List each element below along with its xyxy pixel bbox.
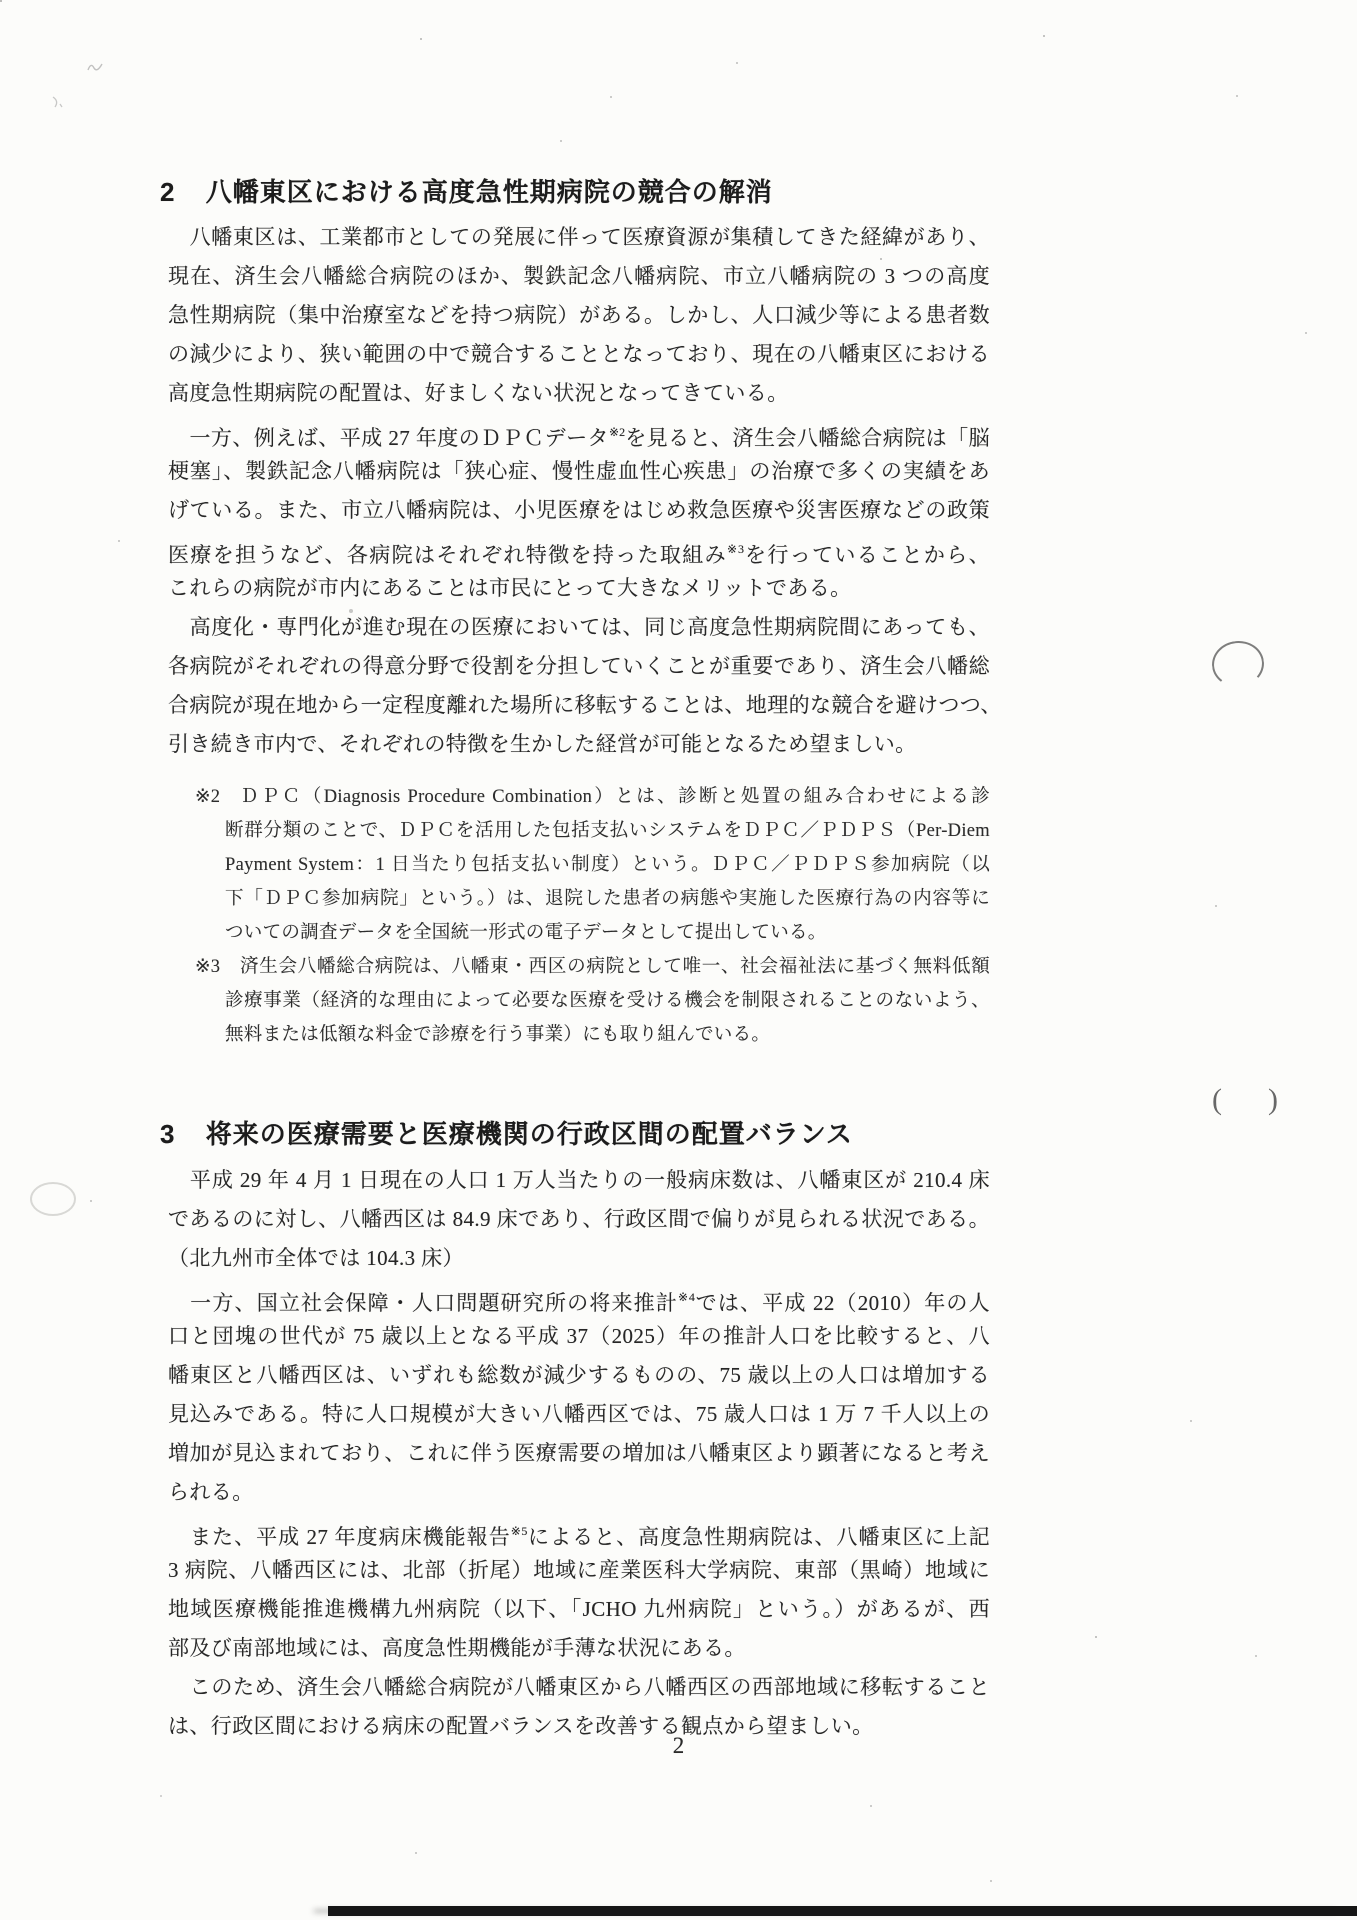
section-heading (160, 1114, 990, 1154)
footnote-ref: ※2 (609, 425, 626, 439)
text-line: 八幡東区は、工業都市としての発展に伴って医療資源が集積してきた経緯があり、 (168, 225, 990, 249)
text-line: 引き続き市内で、それぞれの特徴を生かした経営が可能となるため望ましい。 (168, 732, 917, 756)
text-line: また、平成 27 年度病床機能報告$^{※5}$によると、高度急性期病院は、八幡東区に上記 (168, 1524, 990, 1549)
paragraph (168, 218, 990, 413)
footnote-label: ※2 (195, 787, 221, 807)
text-line: 平成 29 年 4 月 1 日現在の人口 1 万人当たりの一般病床数は、八幡東区が 210.4 床 (168, 1168, 990, 1192)
section-number: 2 (160, 177, 176, 207)
paragraph (168, 1278, 990, 1512)
text-line: 3 病院、八幡西区には、北部（折尾）地域に産業医科大学病院、東部（黒崎）地域に (168, 1558, 990, 1582)
document-content (160, 172, 1002, 1746)
section-body (168, 1161, 990, 1746)
section-2 (160, 172, 1002, 1052)
text-line: 一方、国立社会保障・人口問題研究所の将来推計$^{※4}$では、平成 22（2010）年の人 (168, 1290, 990, 1315)
text-line: 急性期病院（集中治療室などを持つ病院）がある。しかし、人口減少等による患者数 (168, 303, 990, 327)
section-body (168, 218, 1002, 1052)
text-line: の減少により、狭い範囲の中で競合することとなっており、現在の八幡東区における (168, 342, 990, 366)
footnote-line: 無料または低額な料金で診療を行う事業）にも取り組んでいる。 (225, 1025, 771, 1045)
text-line: これらの病院が市内にあることは市民にとって大きなメリットである。 (168, 576, 852, 600)
footnote-ref: ※3 (727, 542, 745, 556)
text-line: 医療を担うなど、各病院はそれぞれ特徴を持った取組み$^{※3}$を行っていることから、 (168, 542, 990, 567)
text-line: は、行政区間における病床の配置バランスを改善する観点から望ましい。 (168, 1714, 874, 1738)
text-line: 地域医療機能推進機構九州病院（以下、「JCHO 九州病院」という。）があるが、西 (168, 1597, 990, 1621)
text-line: 幡東区と八幡西区は、いずれも総数が減少するものの、75 歳以上の人口は増加する (168, 1363, 990, 1387)
text-line: 高度化・専門化が進む現在の医療においては、同じ高度急性期病院間にあっても、 (168, 615, 990, 639)
footnote-line: Payment System：1 日当たり包括支払い制度）という。ＤＰＣ／ＰＤＰＳ参加病院（以 (225, 855, 990, 875)
footnote-line: 診療事業（経済的な理由によって必要な医療を受ける機会を制限されることのないよう、 (225, 991, 990, 1011)
text-line: 各病院がそれぞれの得意分野で役割を分担していくことが重要であり、済生会八幡総 (168, 654, 990, 678)
text-line: 現在、済生会八幡総合病院のほか、製鉄記念八幡病院、市立八幡病院の 3 つの高度 (168, 264, 990, 288)
page-number: 2 (672, 1733, 685, 1758)
footnote-line: ※2 ＤＰＣ（Diagnosis Procedure Combination）とは、診断と処置の組み合わせによる診 (168, 780, 990, 814)
text-line: 一方、例えば、平成 27 年度のＤＰＣデータ$^{※2}$を見ると、済生会八幡総合病院は「脳 (168, 425, 990, 450)
footnote-label: ※3 (195, 957, 221, 977)
footnote-line: ※3 済生会八幡総合病院は、八幡東・西区の病院として唯一、社会福祉法に基づく無料低額 (168, 950, 990, 984)
text-line: 部及び南部地域には、高度急性期機能が手薄な状況にある。 (168, 1636, 746, 1660)
text-line: 高度急性期病院の配置は、好ましくない状況となってきている。 (168, 381, 789, 405)
handwritten-circle-mark (1210, 638, 1267, 689)
footnote-ref: ※4 (678, 1290, 695, 1304)
footnote-line: ついての調査データを全国統一形式の電子データとして提出している。 (225, 923, 827, 943)
text-line: 増加が見込まれており、これに伴う医療需要の増加は八幡東区より顕著になると考え (168, 1441, 990, 1465)
text-line: （北九州市全体では 104.3 床） (168, 1246, 464, 1270)
text-line: げている。また、市立八幡病院は、小児医療をはじめ救急医療や災害医療などの政策 (168, 498, 990, 522)
section-heading (160, 172, 990, 212)
paragraph (168, 1512, 990, 1668)
section-3 (160, 1114, 990, 1746)
footnote-line: 断群分類のことで、ＤＰＣを活用した包括支払いシステムをＤＰＣ／ＰＤＰＳ（Per-Diem (225, 821, 990, 841)
section-number: 3 (160, 1119, 176, 1149)
footnotes (168, 780, 990, 1052)
pencil-mark (86, 60, 104, 79)
footnote-line: 下「ＤＰＣ参加病院」という。）は、退院した患者の病態や実施した医療行為の内容等に (225, 889, 990, 909)
footnote-ref: ※5 (510, 1524, 528, 1538)
section-title: 八幡東区における高度急性期病院の競合の解消 (205, 177, 773, 207)
text-line: 合病院が現在地から一定程度離れた場所に移転することは、地理的な競合を避けつつ、 (168, 693, 1002, 717)
section-title: 将来の医療需要と医療機関の行政区間の配置バランス (205, 1119, 853, 1149)
paragraph (168, 608, 1002, 764)
text-line: 口と団塊の世代が 75 歳以上となる平成 37（2025）年の推計人口を比較すると、八 (168, 1324, 990, 1348)
text-line: であるのに対し、八幡西区は 84.9 床であり、行政区間で偏りが見られる状況である。 (168, 1207, 990, 1231)
handwritten-paren-mark: ( ) (1212, 1083, 1286, 1116)
faint-circle-mark (30, 1182, 76, 1216)
paragraph (168, 1161, 990, 1278)
text-line: このため、済生会八幡総合病院が八幡東区から八幡西区の西部地域に移転すること (168, 1675, 990, 1699)
text-line: られる。 (168, 1480, 254, 1504)
scan-noise-specks (0, 0, 2, 2)
text-line: 見込みである。特に人口規模が大きい八幡西区では、75 歳人口は 1 万 7 千人以上の (168, 1402, 990, 1426)
pencil-mark (50, 94, 66, 115)
scan-edge-artifact (328, 1906, 1357, 1916)
text-line: 梗塞」、製鉄記念八幡病院は「狭心症、慢性虚血性心疾患」の治療で多くの実績をあ (168, 459, 990, 483)
paragraph (168, 413, 990, 608)
